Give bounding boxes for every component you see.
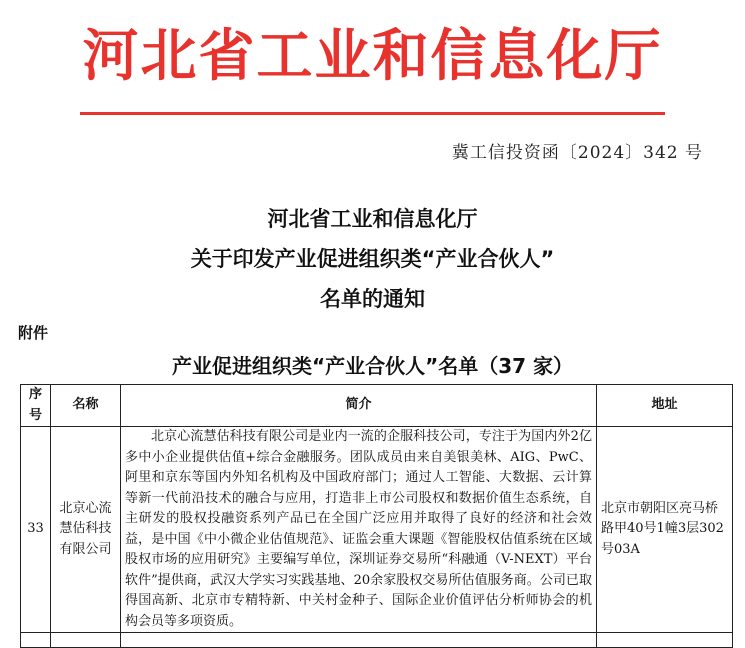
column-header-seq: 序号 xyxy=(21,385,51,427)
list-title: 产业促进组织类“产业合伙人”名单（37 家） xyxy=(171,354,574,378)
column-header-address: 地址 xyxy=(597,385,733,427)
notice-title-line1: 河北省工业和信息化厅 xyxy=(267,207,478,231)
cell-description: 北京心流慧估科技有限公司是业内一流的企服科技公司，专注于为国内外2亿多中小企业提供估值+综合金融服务。团队成员由来自美银美林、AIG、PwC、阿里和京东等国内外知名机构及中国政府部门；通过人工智能、大数据、云计算等新一代前沿技术的融合与应用，打造非上市公司股权和数据价值生态系统，自主研发的股权投融资系列产品已在全国广泛应用并取得了良好的经济和社会效益，是中国《中小微企业估值规范》、证监会重大课题《智能股权估值系统在区域股权市场的应用研究》主要编写单位，深圳证券交易所“科融通（V-NEXT）平台软件”提供商，武汉大学实习实践基地、20余家股权交易所估值服务商。公司已取得国高新、北京市专精特新、中关村金种子、国际企业价值评估分析师协会的机构会员等多项资质。 xyxy=(121,427,597,633)
table-header-row xyxy=(21,385,733,427)
org-letterhead: 河北省工业和信息化厅 xyxy=(82,24,663,89)
attachment-label: 附件 xyxy=(18,324,49,342)
letterhead-red-rule xyxy=(80,112,665,115)
column-header-description: 简介 xyxy=(121,385,597,427)
column-header-name: 名称 xyxy=(51,385,121,427)
cell-seq: 33 xyxy=(21,427,51,633)
cell-name: 北京心流慧估科技有限公司 xyxy=(51,427,121,633)
partner-list-table xyxy=(20,384,733,648)
notice-title-line3: 名单的通知 xyxy=(320,287,425,311)
cell-address: 北京市朝阳区亮马桥路甲40号1幢3层302号03A xyxy=(597,427,733,633)
notice-title-line2: 关于印发产业促进组织类“产业合伙人” xyxy=(190,247,555,271)
table-row xyxy=(21,427,733,633)
document-number: 冀工信投资函〔2024〕342 号 xyxy=(451,143,703,163)
table-row-cut-off xyxy=(21,633,733,648)
